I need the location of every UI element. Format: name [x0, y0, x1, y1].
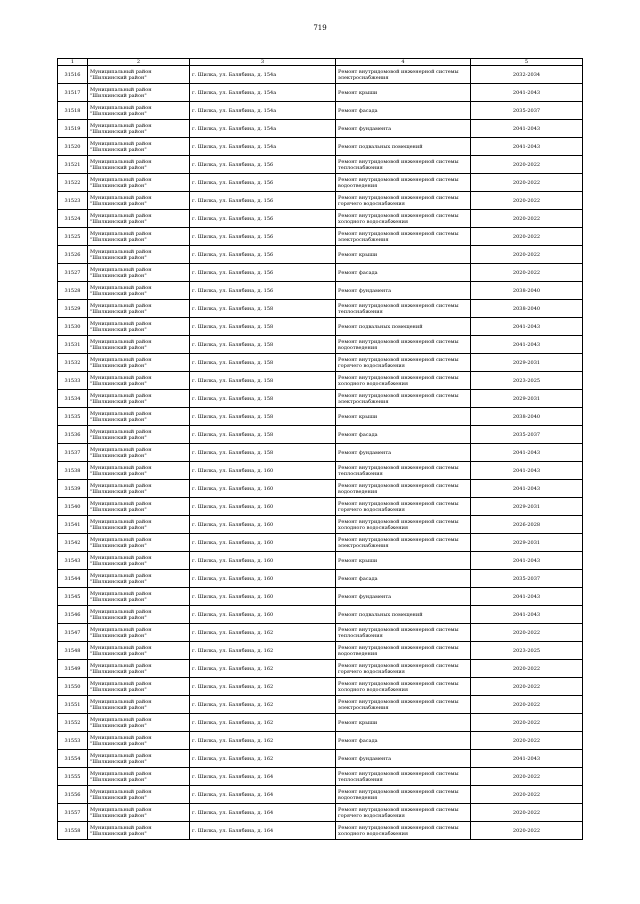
- table-row: [58, 318, 583, 336]
- work-type-cell: Ремонт фундамента: [336, 750, 471, 768]
- address-cell: г. Шилка, ул. Балябина, д. 158: [190, 390, 336, 408]
- planned-period-cell: 2020-2022: [471, 732, 583, 750]
- header-row: [58, 59, 583, 66]
- row-number-cell: 31530: [58, 318, 88, 336]
- municipal-district-cell: Муниципальный район "Шилкинский район": [88, 66, 190, 84]
- municipal-district-cell: Муниципальный район "Шилкинский район": [88, 552, 190, 570]
- row-number-cell: 31548: [58, 642, 88, 660]
- table-row: [58, 300, 583, 318]
- table-row: [58, 84, 583, 102]
- table-row: [58, 768, 583, 786]
- planned-period-cell: 2041-2043: [471, 318, 583, 336]
- address-cell: г. Шилка, ул. Балябина, д. 162: [190, 678, 336, 696]
- row-number-cell: 31519: [58, 120, 88, 138]
- row-number-cell: 31551: [58, 696, 88, 714]
- planned-period-cell: 2020-2022: [471, 678, 583, 696]
- work-type-cell: Ремонт внутридомовой инженерной системы горячего водоснабжения: [336, 354, 471, 372]
- row-number-cell: 31521: [58, 156, 88, 174]
- table-header: [58, 59, 583, 66]
- municipal-district-cell: Муниципальный район "Шилкинский район": [88, 354, 190, 372]
- work-type-cell: Ремонт фасада: [336, 732, 471, 750]
- row-number-cell: 31535: [58, 408, 88, 426]
- address-cell: г. Шилка, ул. Балябина, д. 162: [190, 642, 336, 660]
- address-cell: г. Шилка, ул. Балябина, д. 154а: [190, 102, 336, 120]
- address-cell: г. Шилка, ул. Балябина, д. 160: [190, 552, 336, 570]
- municipal-district-cell: Муниципальный район "Шилкинский район": [88, 534, 190, 552]
- work-type-cell: Ремонт фундамента: [336, 282, 471, 300]
- row-number-cell: 31550: [58, 678, 88, 696]
- row-number-cell: 31542: [58, 534, 88, 552]
- municipal-district-cell: Муниципальный район "Шилкинский район": [88, 462, 190, 480]
- work-type-cell: Ремонт крыши: [336, 714, 471, 732]
- municipal-district-cell: Муниципальный район "Шилкинский район": [88, 282, 190, 300]
- row-number-cell: 31520: [58, 138, 88, 156]
- work-type-cell: Ремонт внутридомовой инженерной системы электроснабжения: [336, 66, 471, 84]
- municipal-district-cell: Муниципальный район "Шилкинский район": [88, 678, 190, 696]
- municipal-district-cell: Муниципальный район "Шилкинский район": [88, 768, 190, 786]
- address-cell: г. Шилка, ул. Балябина, д. 160: [190, 516, 336, 534]
- row-number-cell: 31541: [58, 516, 88, 534]
- work-type-cell: Ремонт фасада: [336, 102, 471, 120]
- planned-period-cell: 2020-2022: [471, 714, 583, 732]
- table-row: [58, 660, 583, 678]
- municipal-district-cell: Муниципальный район "Шилкинский район": [88, 570, 190, 588]
- address-cell: г. Шилка, ул. Балябина, д. 164: [190, 822, 336, 840]
- planned-period-cell: 2041-2043: [471, 444, 583, 462]
- table-row: [58, 120, 583, 138]
- work-type-cell: Ремонт подвальных помещений: [336, 318, 471, 336]
- row-number-cell: 31544: [58, 570, 88, 588]
- municipal-district-cell: Муниципальный район "Шилкинский район": [88, 660, 190, 678]
- municipal-district-cell: Муниципальный район "Шилкинский район": [88, 696, 190, 714]
- planned-period-cell: 2041-2043: [471, 120, 583, 138]
- repair-schedule-table: [57, 58, 583, 840]
- planned-period-cell: 2020-2022: [471, 156, 583, 174]
- address-cell: г. Шилка, ул. Балябина, д. 154а: [190, 138, 336, 156]
- work-type-cell: Ремонт фундамента: [336, 120, 471, 138]
- address-cell: г. Шилка, ул. Балябина, д. 160: [190, 498, 336, 516]
- municipal-district-cell: Муниципальный район "Шилкинский район": [88, 210, 190, 228]
- table-row: [58, 174, 583, 192]
- work-type-cell: Ремонт подвальных помещений: [336, 138, 471, 156]
- planned-period-cell: 2041-2043: [471, 750, 583, 768]
- municipal-district-cell: Муниципальный район "Шилкинский район": [88, 714, 190, 732]
- work-type-cell: Ремонт внутридомовой инженерной системы теплоснабжения: [336, 462, 471, 480]
- work-type-cell: Ремонт внутридомовой инженерной системы теплоснабжения: [336, 624, 471, 642]
- work-type-cell: Ремонт внутридомовой инженерной системы холодного водоснабжения: [336, 372, 471, 390]
- work-type-cell: Ремонт фундамента: [336, 444, 471, 462]
- work-type-cell: Ремонт подвальных помещений: [336, 606, 471, 624]
- municipal-district-cell: Муниципальный район "Шилкинский район": [88, 156, 190, 174]
- planned-period-cell: 2020-2022: [471, 822, 583, 840]
- planned-period-cell: 2041-2043: [471, 552, 583, 570]
- planned-period-cell: 2038-2040: [471, 408, 583, 426]
- municipal-district-cell: Муниципальный район "Шилкинский район": [88, 426, 190, 444]
- address-cell: г. Шилка, ул. Балябина, д. 160: [190, 480, 336, 498]
- municipal-district-cell: Муниципальный район "Шилкинский район": [88, 408, 190, 426]
- address-cell: г. Шилка, ул. Балябина, д. 158: [190, 426, 336, 444]
- work-type-cell: Ремонт внутридомовой инженерной системы горячего водоснабжения: [336, 660, 471, 678]
- table-row: [58, 138, 583, 156]
- work-type-cell: Ремонт внутридомовой инженерной системы теплоснабжения: [336, 156, 471, 174]
- row-number-cell: 31538: [58, 462, 88, 480]
- address-cell: г. Шилка, ул. Балябина, д. 162: [190, 732, 336, 750]
- address-cell: г. Шилка, ул. Балябина, д. 154а: [190, 120, 336, 138]
- work-type-cell: Ремонт внутридомовой инженерной системы водоотведения: [336, 336, 471, 354]
- work-type-cell: Ремонт внутридомовой инженерной системы водоотведения: [336, 786, 471, 804]
- planned-period-cell: 2029-2031: [471, 390, 583, 408]
- table-row: [58, 822, 583, 840]
- table-row: [58, 714, 583, 732]
- address-cell: г. Шилка, ул. Балябина, д. 156: [190, 174, 336, 192]
- row-number-cell: 31557: [58, 804, 88, 822]
- row-number-cell: 31516: [58, 66, 88, 84]
- address-cell: г. Шилка, ул. Балябина, д. 158: [190, 444, 336, 462]
- municipal-district-cell: Муниципальный район "Шилкинский район": [88, 246, 190, 264]
- planned-period-cell: 2035-2037: [471, 570, 583, 588]
- table-row: [58, 804, 583, 822]
- address-cell: г. Шилка, ул. Балябина, д. 158: [190, 408, 336, 426]
- row-number-cell: 31558: [58, 822, 88, 840]
- municipal-district-cell: Муниципальный район "Шилкинский район": [88, 750, 190, 768]
- planned-period-cell: 2020-2022: [471, 660, 583, 678]
- row-number-cell: 31554: [58, 750, 88, 768]
- planned-period-cell: 2035-2037: [471, 102, 583, 120]
- work-type-cell: Ремонт фасада: [336, 264, 471, 282]
- table-row: [58, 156, 583, 174]
- planned-period-cell: 2041-2043: [471, 606, 583, 624]
- work-type-cell: Ремонт внутридомовой инженерной системы горячего водоснабжения: [336, 804, 471, 822]
- row-number-cell: 31527: [58, 264, 88, 282]
- planned-period-cell: 2023-2025: [471, 642, 583, 660]
- table-row: [58, 66, 583, 84]
- table-row: [58, 264, 583, 282]
- municipal-district-cell: Муниципальный район "Шилкинский район": [88, 318, 190, 336]
- table-body: [58, 66, 583, 840]
- row-number-cell: 31549: [58, 660, 88, 678]
- address-cell: г. Шилка, ул. Балябина, д. 160: [190, 606, 336, 624]
- planned-period-cell: 2041-2043: [471, 588, 583, 606]
- work-type-cell: Ремонт внутридомовой инженерной системы теплоснабжения: [336, 300, 471, 318]
- work-type-cell: Ремонт внутридомовой инженерной системы водоотведения: [336, 642, 471, 660]
- column-header: 2: [88, 59, 190, 66]
- table-row: [58, 210, 583, 228]
- table-row: [58, 678, 583, 696]
- table-row: [58, 390, 583, 408]
- row-number-cell: 31537: [58, 444, 88, 462]
- table-row: [58, 624, 583, 642]
- address-cell: г. Шилка, ул. Балябина, д. 162: [190, 624, 336, 642]
- address-cell: г. Шилка, ул. Балябина, д. 158: [190, 354, 336, 372]
- planned-period-cell: 2041-2043: [471, 336, 583, 354]
- planned-period-cell: 2020-2022: [471, 210, 583, 228]
- address-cell: г. Шилка, ул. Балябина, д. 164: [190, 804, 336, 822]
- municipal-district-cell: Муниципальный район "Шилкинский район": [88, 390, 190, 408]
- row-number-cell: 31534: [58, 390, 88, 408]
- address-cell: г. Шилка, ул. Балябина, д. 156: [190, 210, 336, 228]
- row-number-cell: 31525: [58, 228, 88, 246]
- address-cell: г. Шилка, ул. Балябина, д. 160: [190, 462, 336, 480]
- municipal-district-cell: Муниципальный район "Шилкинский район": [88, 624, 190, 642]
- table-row: [58, 192, 583, 210]
- address-cell: г. Шилка, ул. Балябина, д. 156: [190, 156, 336, 174]
- planned-period-cell: 2020-2022: [471, 246, 583, 264]
- table-row: [58, 228, 583, 246]
- table-row: [58, 372, 583, 390]
- work-type-cell: Ремонт крыши: [336, 84, 471, 102]
- municipal-district-cell: Муниципальный район "Шилкинский район": [88, 102, 190, 120]
- page-number: 719: [313, 24, 327, 32]
- row-number-cell: 31552: [58, 714, 88, 732]
- municipal-district-cell: Муниципальный район "Шилкинский район": [88, 642, 190, 660]
- work-type-cell: Ремонт внутридомовой инженерной системы холодного водоснабжения: [336, 822, 471, 840]
- planned-period-cell: 2020-2022: [471, 786, 583, 804]
- table-row: [58, 732, 583, 750]
- municipal-district-cell: Муниципальный район "Шилкинский район": [88, 516, 190, 534]
- column-header: 5: [471, 59, 583, 66]
- table-row: [58, 336, 583, 354]
- work-type-cell: Ремонт крыши: [336, 246, 471, 264]
- work-type-cell: Ремонт внутридомовой инженерной системы горячего водоснабжения: [336, 192, 471, 210]
- row-number-cell: 31545: [58, 588, 88, 606]
- row-number-cell: 31556: [58, 786, 88, 804]
- municipal-district-cell: Муниципальный район "Шилкинский район": [88, 822, 190, 840]
- table-row: [58, 534, 583, 552]
- work-type-cell: Ремонт внутридомовой инженерной системы холодного водоснабжения: [336, 516, 471, 534]
- table-row: [58, 642, 583, 660]
- table-row: [58, 588, 583, 606]
- address-cell: г. Шилка, ул. Балябина, д. 158: [190, 372, 336, 390]
- work-type-cell: Ремонт фундамента: [336, 588, 471, 606]
- table-row: [58, 606, 583, 624]
- municipal-district-cell: Муниципальный район "Шилкинский район": [88, 336, 190, 354]
- row-number-cell: 31517: [58, 84, 88, 102]
- table-row: [58, 516, 583, 534]
- planned-period-cell: 2038-2040: [471, 300, 583, 318]
- row-number-cell: 31553: [58, 732, 88, 750]
- column-header: 1: [58, 59, 88, 66]
- table-row: [58, 246, 583, 264]
- address-cell: г. Шилка, ул. Балябина, д. 158: [190, 336, 336, 354]
- municipal-district-cell: Муниципальный район "Шилкинский район": [88, 804, 190, 822]
- column-header: 3: [190, 59, 336, 66]
- planned-period-cell: 2020-2022: [471, 174, 583, 192]
- address-cell: г. Шилка, ул. Балябина, д. 154а: [190, 84, 336, 102]
- municipal-district-cell: Муниципальный район "Шилкинский район": [88, 300, 190, 318]
- planned-period-cell: 2020-2022: [471, 696, 583, 714]
- row-number-cell: 31529: [58, 300, 88, 318]
- table-row: [58, 498, 583, 516]
- work-type-cell: Ремонт внутридомовой инженерной системы электроснабжения: [336, 228, 471, 246]
- address-cell: г. Шилка, ул. Балябина, д. 158: [190, 300, 336, 318]
- address-cell: г. Шилка, ул. Балябина, д. 162: [190, 660, 336, 678]
- table-row: [58, 462, 583, 480]
- municipal-district-cell: Муниципальный район "Шилкинский район": [88, 228, 190, 246]
- row-number-cell: 31528: [58, 282, 88, 300]
- row-number-cell: 31531: [58, 336, 88, 354]
- municipal-district-cell: Муниципальный район "Шилкинский район": [88, 588, 190, 606]
- work-type-cell: Ремонт внутридомовой инженерной системы горячего водоснабжения: [336, 498, 471, 516]
- table-row: [58, 750, 583, 768]
- address-cell: г. Шилка, ул. Балябина, д. 164: [190, 768, 336, 786]
- row-number-cell: 31518: [58, 102, 88, 120]
- address-cell: г. Шилка, ул. Балябина, д. 156: [190, 192, 336, 210]
- address-cell: г. Шилка, ул. Балябина, д. 156: [190, 246, 336, 264]
- table-row: [58, 444, 583, 462]
- table-row: [58, 480, 583, 498]
- municipal-district-cell: Муниципальный район "Шилкинский район": [88, 120, 190, 138]
- planned-period-cell: 2032-2034: [471, 66, 583, 84]
- work-type-cell: Ремонт внутридомовой инженерной системы водоотведения: [336, 174, 471, 192]
- row-number-cell: 31546: [58, 606, 88, 624]
- row-number-cell: 31522: [58, 174, 88, 192]
- column-header: 4: [336, 59, 471, 66]
- address-cell: г. Шилка, ул. Балябина, д. 156: [190, 264, 336, 282]
- planned-period-cell: 2038-2040: [471, 282, 583, 300]
- planned-period-cell: 2026-2028: [471, 516, 583, 534]
- planned-period-cell: 2020-2022: [471, 768, 583, 786]
- row-number-cell: 31523: [58, 192, 88, 210]
- row-number-cell: 31539: [58, 480, 88, 498]
- planned-period-cell: 2023-2025: [471, 372, 583, 390]
- planned-period-cell: 2020-2022: [471, 228, 583, 246]
- row-number-cell: 31526: [58, 246, 88, 264]
- municipal-district-cell: Муниципальный район "Шилкинский район": [88, 786, 190, 804]
- row-number-cell: 31540: [58, 498, 88, 516]
- municipal-district-cell: Муниципальный район "Шилкинский район": [88, 732, 190, 750]
- planned-period-cell: 2029-2031: [471, 498, 583, 516]
- municipal-district-cell: Муниципальный район "Шилкинский район": [88, 138, 190, 156]
- table-row: [58, 408, 583, 426]
- work-type-cell: Ремонт внутридомовой инженерной системы электроснабжения: [336, 534, 471, 552]
- row-number-cell: 31524: [58, 210, 88, 228]
- table-row: [58, 786, 583, 804]
- work-type-cell: Ремонт внутридомовой инженерной системы холодного водоснабжения: [336, 678, 471, 696]
- table-row: [58, 552, 583, 570]
- municipal-district-cell: Муниципальный район "Шилкинский район": [88, 480, 190, 498]
- municipal-district-cell: Муниципальный район "Шилкинский район": [88, 444, 190, 462]
- address-cell: г. Шилка, ул. Балябина, д. 162: [190, 714, 336, 732]
- row-number-cell: 31555: [58, 768, 88, 786]
- municipal-district-cell: Муниципальный район "Шилкинский район": [88, 498, 190, 516]
- municipal-district-cell: Муниципальный район "Шилкинский район": [88, 264, 190, 282]
- planned-period-cell: 2020-2022: [471, 192, 583, 210]
- row-number-cell: 31532: [58, 354, 88, 372]
- row-number-cell: 31533: [58, 372, 88, 390]
- table-row: [58, 354, 583, 372]
- municipal-district-cell: Муниципальный район "Шилкинский район": [88, 606, 190, 624]
- address-cell: г. Шилка, ул. Балябина, д. 154а: [190, 66, 336, 84]
- address-cell: г. Шилка, ул. Балябина, д. 164: [190, 786, 336, 804]
- address-cell: г. Шилка, ул. Балябина, д. 162: [190, 696, 336, 714]
- work-type-cell: Ремонт внутридомовой инженерной системы теплоснабжения: [336, 768, 471, 786]
- work-type-cell: Ремонт крыши: [336, 408, 471, 426]
- municipal-district-cell: Муниципальный район "Шилкинский район": [88, 84, 190, 102]
- address-cell: г. Шилка, ул. Балябина, д. 156: [190, 228, 336, 246]
- planned-period-cell: 2041-2043: [471, 138, 583, 156]
- work-type-cell: Ремонт фасада: [336, 426, 471, 444]
- municipal-district-cell: Муниципальный район "Шилкинский район": [88, 372, 190, 390]
- address-cell: г. Шилка, ул. Балябина, д. 158: [190, 318, 336, 336]
- table-row: [58, 282, 583, 300]
- row-number-cell: 31547: [58, 624, 88, 642]
- table-row: [58, 696, 583, 714]
- work-type-cell: Ремонт крыши: [336, 552, 471, 570]
- address-cell: г. Шилка, ул. Балябина, д. 156: [190, 282, 336, 300]
- row-number-cell: 31536: [58, 426, 88, 444]
- planned-period-cell: 2041-2043: [471, 480, 583, 498]
- work-type-cell: Ремонт внутридомовой инженерной системы электроснабжения: [336, 696, 471, 714]
- planned-period-cell: 2020-2022: [471, 264, 583, 282]
- work-type-cell: Ремонт внутридомовой инженерной системы электроснабжения: [336, 390, 471, 408]
- municipal-district-cell: Муниципальный район "Шилкинский район": [88, 192, 190, 210]
- planned-period-cell: 2041-2043: [471, 84, 583, 102]
- planned-period-cell: 2020-2022: [471, 804, 583, 822]
- address-cell: г. Шилка, ул. Балябина, д. 160: [190, 588, 336, 606]
- table-row: [58, 102, 583, 120]
- work-type-cell: Ремонт внутридомовой инженерной системы водоотведения: [336, 480, 471, 498]
- table-row: [58, 570, 583, 588]
- address-cell: г. Шилка, ул. Балябина, д. 162: [190, 750, 336, 768]
- address-cell: г. Шилка, ул. Балябина, д. 160: [190, 570, 336, 588]
- work-type-cell: Ремонт внутридомовой инженерной системы холодного водоснабжения: [336, 210, 471, 228]
- planned-period-cell: 2029-2031: [471, 354, 583, 372]
- planned-period-cell: 2020-2022: [471, 624, 583, 642]
- planned-period-cell: 2035-2037: [471, 426, 583, 444]
- table-row: [58, 426, 583, 444]
- work-type-cell: Ремонт фасада: [336, 570, 471, 588]
- municipal-district-cell: Муниципальный район "Шилкинский район": [88, 174, 190, 192]
- address-cell: г. Шилка, ул. Балябина, д. 160: [190, 534, 336, 552]
- planned-period-cell: 2029-2031: [471, 534, 583, 552]
- row-number-cell: 31543: [58, 552, 88, 570]
- planned-period-cell: 2041-2043: [471, 462, 583, 480]
